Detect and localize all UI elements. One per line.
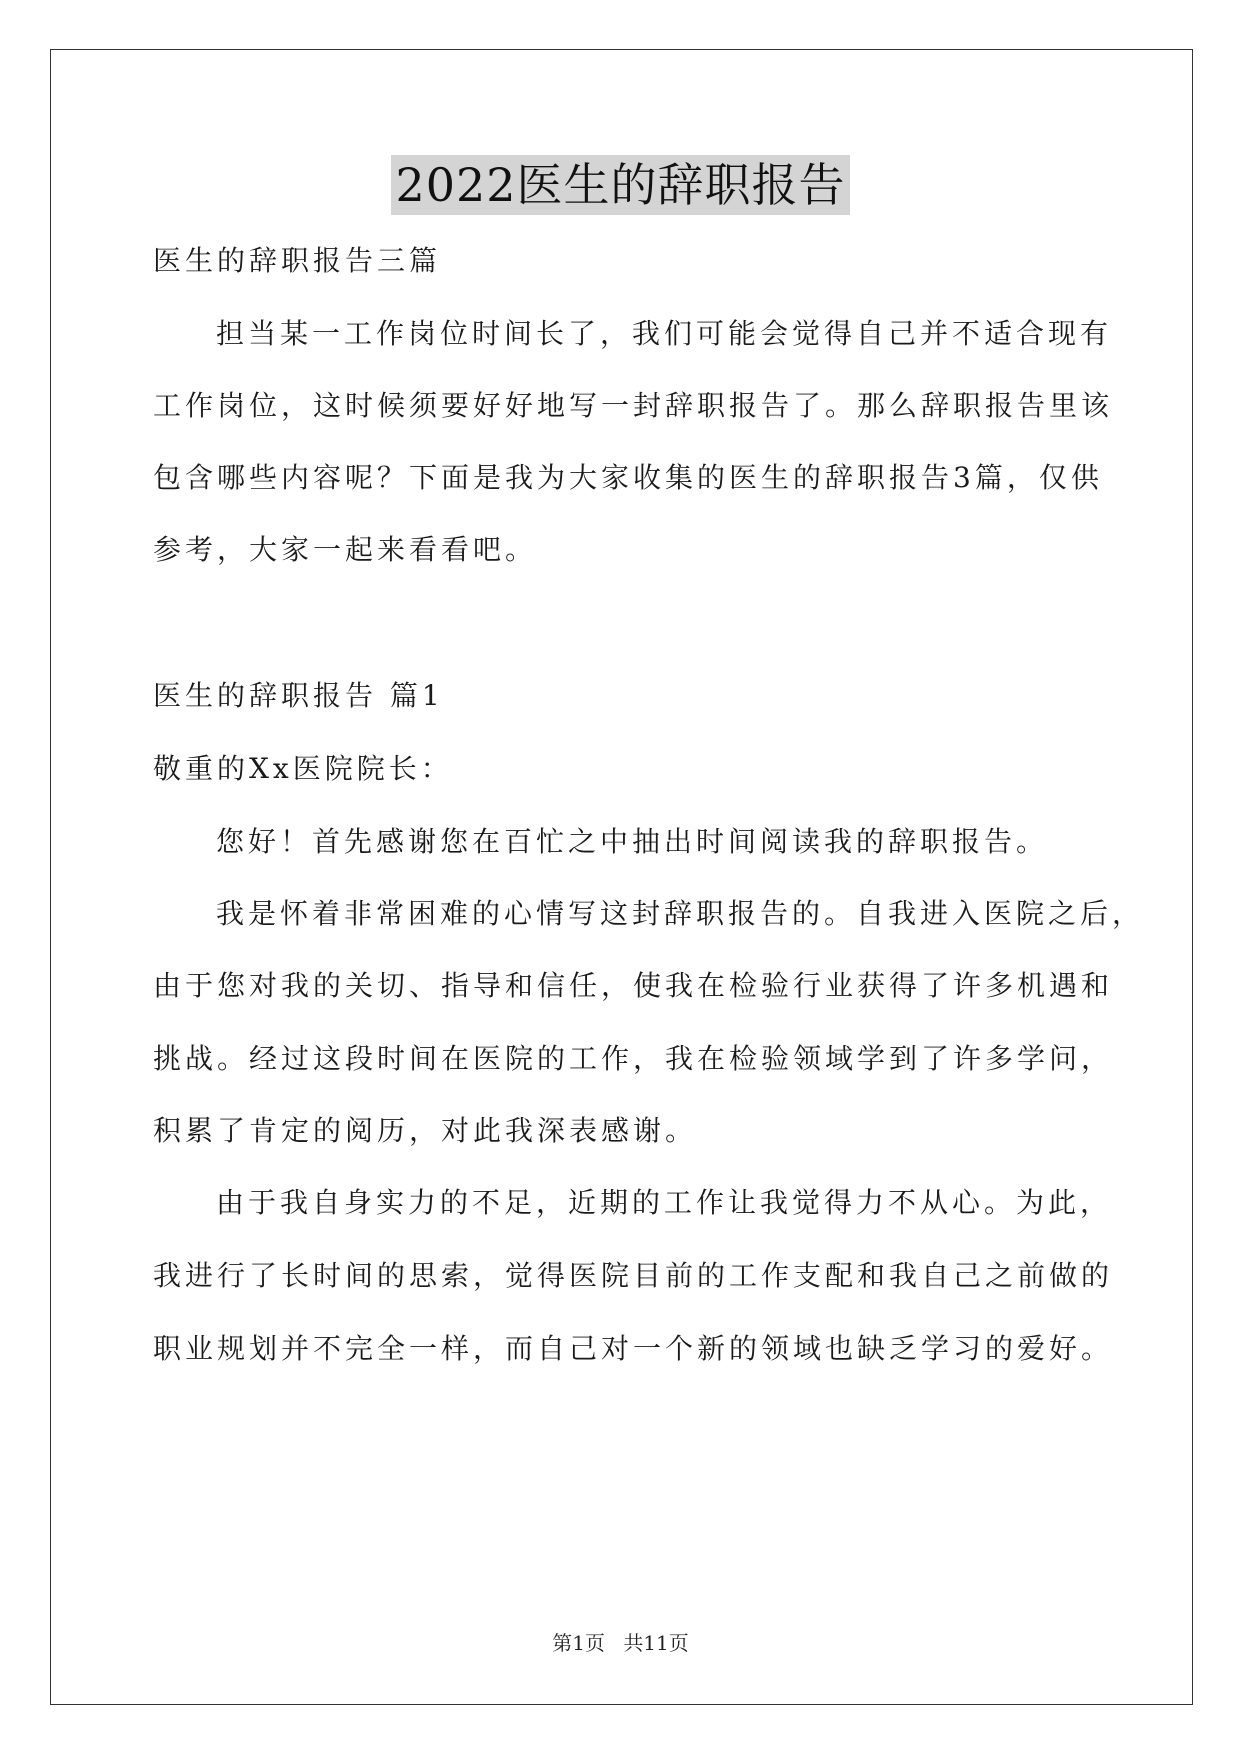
page-footer — [0, 1628, 1241, 1658]
paragraph-line: 积累了肯定的阅历，对此我深表感谢。 — [153, 1114, 698, 1147]
intro-line: 参考，大家一起来看看吧。 — [153, 533, 538, 566]
document-title: 2022医生的辞职报告 — [391, 155, 849, 215]
salutation: 敬重的Xx医院院长： — [153, 752, 453, 785]
intro-line: 担当某一工作岗位时间长了，我们可能会觉得自己并不适合现有 — [216, 317, 1113, 350]
paragraph-line: 我是怀着非常困难的心情写这封辞职报告的。自我进入医院之后， — [216, 897, 1145, 930]
greeting: 您好！首先感谢您在百忙之中抽出时间阅读我的辞职报告。 — [216, 825, 1049, 858]
paragraph-line: 由于我自身实力的不足，近期的工作让我觉得力不从心。为此， — [216, 1186, 1113, 1219]
intro-line: 工作岗位，这时候须要好好地写一封辞职报告了。那么辞职报告里该 — [153, 389, 1114, 422]
page-frame — [50, 49, 1193, 1705]
title-container — [0, 155, 1241, 215]
paragraph-line: 挑战。经过这段时间在医院的工作，我在检验领域学到了许多学问， — [153, 1042, 1114, 1075]
section-heading: 医生的辞职报告 篇1 — [153, 679, 444, 712]
page-total: 共11页 — [623, 1631, 689, 1655]
paragraph-line: 我进行了长时间的思索，觉得医院目前的工作支配和我自己之前做的 — [153, 1259, 1114, 1292]
paragraph-line: 由于您对我的关切、指导和信任，使我在检验行业获得了许多机遇和 — [153, 969, 1114, 1002]
page-number: 第1页 — [552, 1631, 605, 1655]
paragraph-line: 职业规划并不完全一样，而自己对一个新的领域也缺乏学习的爱好。 — [153, 1332, 1114, 1365]
intro-line: 包含哪些内容呢？下面是我为大家收集的医生的辞职报告3篇，仅供 — [153, 461, 1103, 494]
subtitle: 医生的辞职报告三篇 — [153, 244, 442, 277]
